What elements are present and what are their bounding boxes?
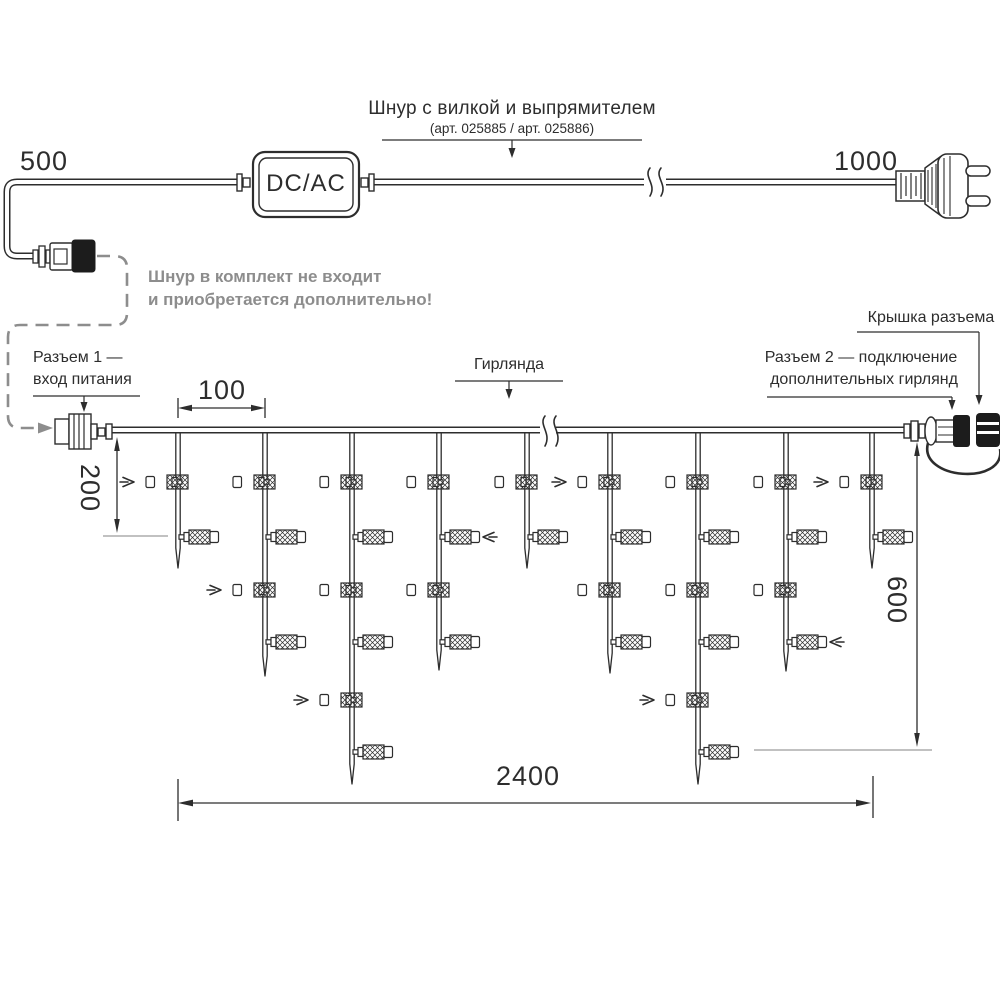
cord-subtitle: (арт. 025885 / арт. 025886) [429,121,595,136]
connector2-label-line1: Разъем 2 — подключение [764,349,958,366]
lamp [495,475,537,489]
lamp [440,635,480,649]
lamp [320,475,362,489]
lamp [699,530,739,544]
flow-arrow-icon [552,477,566,486]
lamp [611,530,651,544]
dimension-200 [103,437,168,536]
flow-arrow-icon [814,477,828,486]
lamp [207,583,275,597]
dim-200-label: 200 [75,463,105,513]
lamp [266,635,306,649]
cap-label: Крышка разъема [867,309,995,326]
lamp [666,475,708,489]
lamp [353,530,393,544]
lamp [120,475,188,489]
connector-1 [55,414,112,449]
lamp [294,693,362,707]
lamp [179,530,219,544]
connector1-label-line1: Разъем 1 — [33,349,123,366]
connector-cap [976,413,1000,447]
flow-arrow-icon [207,585,221,594]
lamp [440,530,497,544]
garland-drop [120,428,219,568]
lamp [699,745,739,759]
garland-drop [294,428,393,784]
flow-arrow-icon [483,532,497,541]
garland-drop [407,428,497,670]
note-line-2: и приобретается дополнительно! [148,290,433,309]
lamp [787,635,844,649]
lamp [873,530,913,544]
garland-drop [754,428,844,671]
lamp [611,635,651,649]
garland-drop [207,428,306,676]
connector1-label-line2: вход питания [33,371,132,388]
lamp [666,583,708,597]
cord-not-included-path [8,256,127,428]
dim-2400-label: 2400 [495,761,561,791]
garland-label: Гирлянда [473,356,545,373]
dim-100-label: 100 [197,375,247,405]
garland-drop [640,428,739,784]
lamp [754,583,796,597]
connector2-label-line2: дополнительных гирлянд [770,371,958,388]
garland-drop [495,428,568,568]
lamp [754,475,796,489]
flow-arrow-icon [640,695,654,704]
dim-1000-label: 1000 [833,146,899,176]
lamp [353,745,393,759]
cord-title: Шнур с вилкой и выпрямителем [368,98,656,119]
lamp [814,475,882,489]
adapter-output-connector [33,240,95,272]
lamp [699,635,739,649]
lamp [528,530,568,544]
mains-plug [896,154,990,218]
lamp [407,583,449,597]
lamp [640,693,708,707]
lamp [578,583,620,597]
garland-drop [552,428,651,673]
garland-drops-layer [120,428,913,784]
flow-arrow-icon [294,695,308,704]
garland-drop [814,428,913,568]
lamp [320,583,362,597]
flow-arrow-icon [830,637,844,646]
lamp [266,530,306,544]
dc-ac-label: DC/AC [266,170,346,197]
lamp [552,475,620,489]
connector-2 [904,413,1000,474]
gray-arrowhead [38,423,53,434]
dim-500-label: 500 [19,146,69,176]
note-line-1: Шнур в комплект не входит [148,267,382,286]
lamp [233,475,275,489]
lamp [787,530,827,544]
dim-600-label: 600 [882,575,912,625]
flow-arrow-icon [120,477,134,486]
lamp [407,475,449,489]
lamp [353,635,393,649]
